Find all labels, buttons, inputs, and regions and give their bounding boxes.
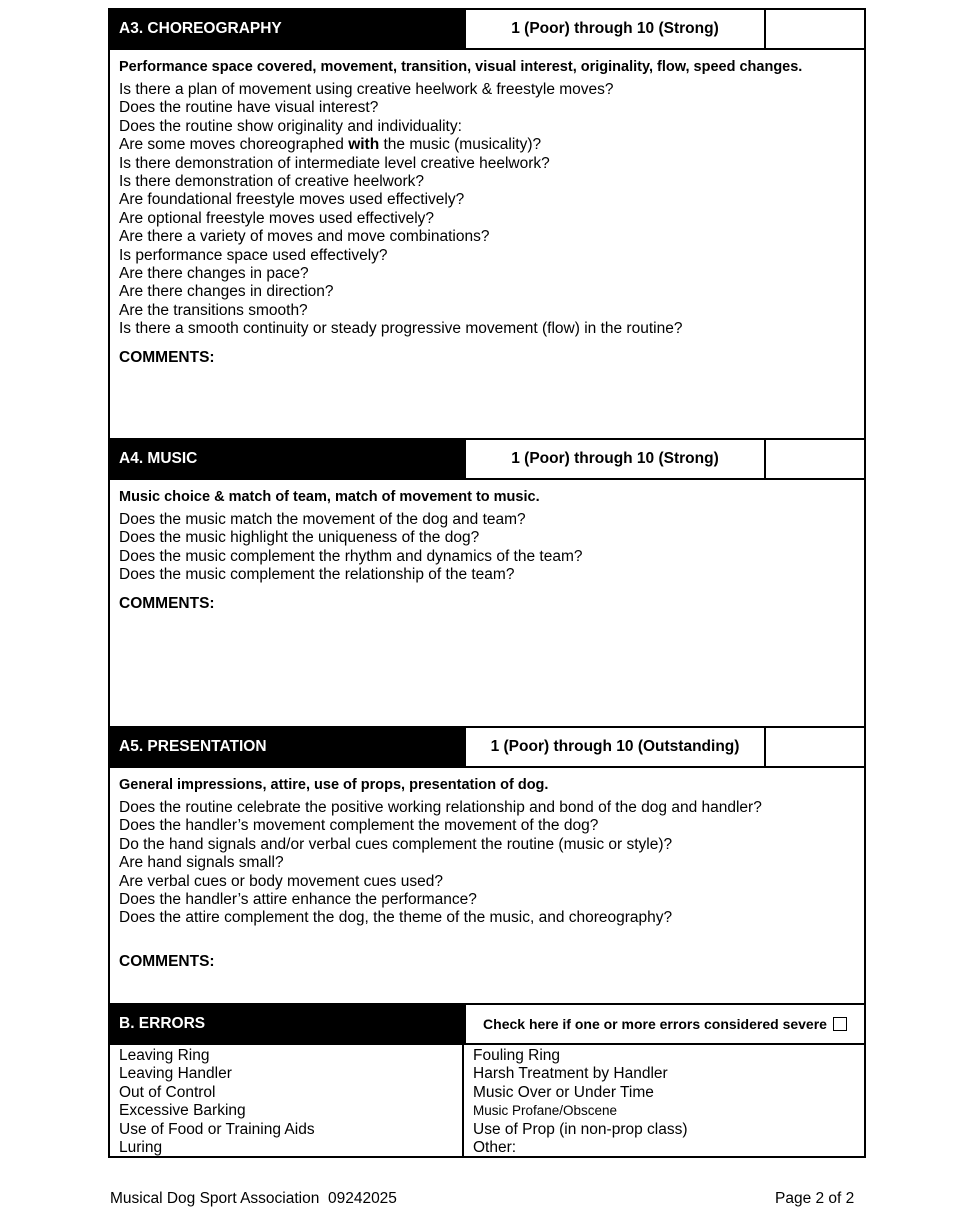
a5-body [110,768,864,1005]
a3-comments-label: COMMENTS: [119,348,215,366]
error-item-other: Other: [473,1139,517,1157]
footer-organization: Musical Dog Sport Association 09242025 [110,1190,397,1207]
a3-question: Does the routine have visual interest? [119,99,379,117]
a3-header [110,10,864,50]
a3-question: Is there demonstration of intermediate level creative heelwork? [119,154,550,172]
a3-score-box[interactable] [766,10,864,48]
severe-errors-label: Check here if one or more errors considered severe [483,1016,827,1032]
error-item: Out of Control [119,1083,216,1101]
errors-right-column [464,1045,864,1156]
a4-comments-label: COMMENTS: [119,594,215,612]
error-item: Leaving Handler [119,1065,232,1083]
a3-question-tail: the music (musicality)? [379,136,542,154]
a4-question: Does the music complement the rhythm and dynamics of the team? [119,547,583,565]
a4-score-box[interactable] [766,440,864,478]
a3-question: Are foundational freestyle moves used effectively? [119,191,465,209]
a3-question: Are there changes in pace? [119,265,309,283]
error-item: Excessive Barking [119,1102,246,1120]
a3-question-bold: with [348,136,380,154]
a3-question-musicality [119,136,855,154]
a4-body [110,480,864,728]
a4-title: A4. MUSIC [110,440,464,478]
errors-title: B. ERRORS [110,1005,464,1043]
a3-question: Is there a plan of movement using creative heelwork & freestyle moves? [119,81,614,98]
severe-errors-check [464,1005,864,1043]
error-item: Music Over or Under Time [473,1083,654,1101]
a4-header [110,440,864,480]
a4-question: Does the music highlight the uniqueness of the dog? [119,529,480,547]
judging-form [108,8,866,1158]
a4-question: Does the music complement the relationship of the team? [119,566,515,584]
footer-page-number: Page 2 of 2 [775,1190,855,1207]
a5-question: Are verbal cues or body movement cues used? [119,872,443,890]
a3-scale: 1 (Poor) through 10 (Strong) [464,10,766,48]
a5-title: A5. PRESENTATION [110,728,464,766]
a3-question: Are the transitions smooth? [119,301,308,319]
a3-question: Are optional freestyle moves used effectively? [119,209,435,227]
a5-scale: 1 (Poor) through 10 (Outstanding) [464,728,766,766]
errors-list [110,1045,864,1156]
a5-comments-label: COMMENTS: [119,952,215,970]
severe-errors-checkbox[interactable] [833,1017,847,1031]
a5-question: Does the handler’s attire enhance the performance? [119,891,477,909]
a5-score-box[interactable] [766,728,864,766]
a5-lead: General impressions, attire, use of props, presentation of dog. [119,777,549,793]
a4-lead: Music choice & match of team, match of movement to music. [119,489,540,505]
a3-body [110,50,864,440]
a3-question: Is there a smooth continuity or steady progressive movement (flow) in the routine? [119,320,683,338]
a5-question: Does the attire complement the dog, the theme of the music, and choreography? [119,909,673,927]
a3-question: Is performance space used effectively? [119,246,388,264]
a4-scale: 1 (Poor) through 10 (Strong) [464,440,766,478]
a3-question: Are there changes in direction? [119,283,334,301]
error-item: Luring [119,1139,163,1157]
errors-left-column [110,1045,464,1156]
error-item: Music Profane/Obscene [473,1103,618,1119]
a3-question: Are there a variety of moves and move combinations? [119,228,490,246]
a3-question-part: Are some moves choreographed [119,136,349,154]
a5-question: Does the handler’s movement complement the movement of the dog? [119,817,599,835]
error-item: Harsh Treatment by Handler [473,1065,668,1083]
error-item: Leaving Ring [119,1047,210,1064]
a4-question: Does the music match the movement of the dog and team? [119,511,526,528]
a5-header [110,728,864,768]
error-item: Fouling Ring [473,1047,561,1064]
a3-title: A3. CHOREOGRAPHY [110,10,464,48]
a5-question: Are hand signals small? [119,854,284,872]
a3-question: Does the routine show originality and individuality: [119,117,462,135]
error-item: Use of Food or Training Aids [119,1120,315,1138]
a3-lead: Performance space covered, movement, transition, visual interest, originality, flow, speed changes. [119,59,803,75]
a5-question: Does the routine celebrate the positive working relationship and bond of the dog and handler? [119,799,762,816]
errors-header [110,1005,864,1045]
error-item: Use of Prop (in non-prop class) [473,1120,688,1138]
a5-question: Do the hand signals and/or verbal cues complement the routine (music or style)? [119,835,673,853]
a3-question: Is there demonstration of creative heelwork? [119,173,424,191]
